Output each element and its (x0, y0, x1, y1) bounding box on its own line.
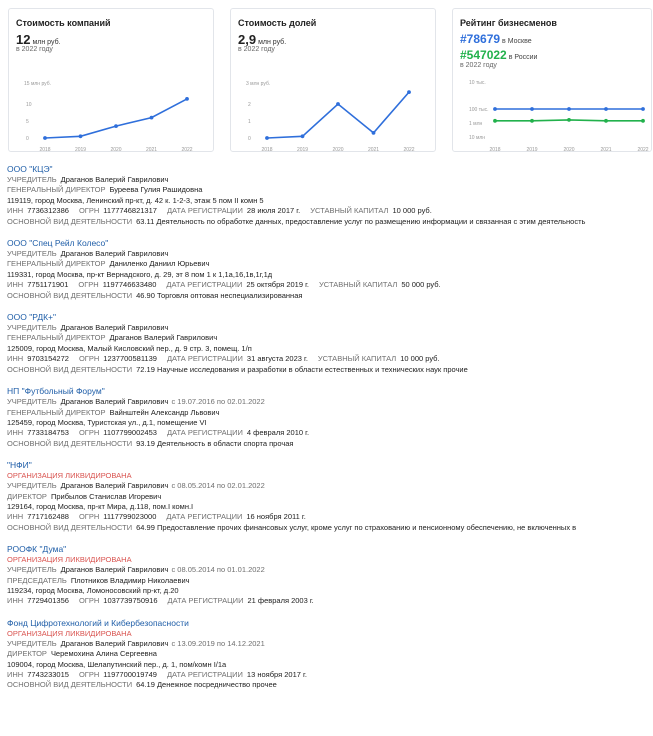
data-point (150, 116, 154, 120)
founder-label: УЧРЕДИТЕЛЬ (7, 397, 57, 407)
value-number: 12 (16, 32, 31, 47)
capital-value: 50 000 руб. (401, 280, 441, 290)
founder-label: УЧРЕДИТЕЛЬ (7, 638, 57, 648)
y-tick-label: 10 (26, 102, 32, 108)
founder-row (7, 397, 627, 407)
series-line (267, 92, 409, 138)
inn-value: 7743233015 (27, 670, 69, 679)
series-line (45, 99, 187, 138)
head-row (7, 492, 627, 502)
head-row (7, 576, 627, 586)
data-point (567, 107, 571, 111)
organization-name-link[interactable]: "НФИ" (7, 460, 32, 471)
data-point (336, 102, 340, 106)
founder-row (7, 481, 627, 491)
y-tick-label: 1 (248, 119, 251, 125)
data-point (301, 134, 305, 138)
ogrn-label: ОГРН (78, 670, 100, 679)
liquidated-status: ОРГАНИЗАЦИЯ ЛИКВИДИРОВАНА (7, 628, 132, 638)
activity-label: ОСНОВНОЙ ВИД ДЕЯТЕЛЬНОСТИ (7, 216, 133, 226)
card-title: Стоимость долей (238, 18, 317, 28)
founder-row (7, 323, 627, 333)
inn-label: ИНН (7, 670, 24, 679)
founder-value[interactable]: Драганов Валерий Гаврилович (60, 481, 169, 491)
reg-date-label: ДАТА РЕГИСТРАЦИИ (166, 670, 243, 679)
company-value-chart (9, 9, 215, 153)
card-year: в 2022 году (16, 46, 53, 53)
registry-row (7, 206, 627, 216)
shares-value-card[interactable] (230, 8, 436, 152)
head-label: ГЕНЕРАЛЬНЫЙ ДИРЕКТОР (7, 407, 106, 417)
founder-label: УЧРЕДИТЕЛЬ (7, 249, 57, 259)
y-axis-unit: 10 тыс. (469, 80, 486, 86)
organization-entry (7, 459, 627, 533)
ogrn-label: ОГРН (78, 280, 99, 290)
card-title: Рейтинг бизнесменов (460, 18, 557, 28)
activity-row (7, 365, 627, 375)
organization-name-link[interactable]: Фонд Цифротехнологий и Кибербезопасности (7, 617, 189, 628)
head-label: ГЕНЕРАЛЬНЫЙ ДИРЕКТОР (7, 259, 106, 269)
reg-date-label: ДАТА РЕГИСТРАЦИИ (166, 354, 243, 364)
capital-label: УСТАВНЫЙ КАПИТАЛ (319, 280, 398, 290)
x-tick-label: 2020 (332, 147, 344, 153)
x-tick-label: 2021 (600, 147, 612, 153)
value-unit: млн руб. (32, 39, 61, 46)
russia-rank-value: #547022 (460, 48, 507, 62)
ogrn-value: 1107799002453 (103, 428, 157, 438)
activity-value: 63.11 Деятельность по обработке данных, предоставление услуг по размещению информации и связанная с этим деятельность (136, 216, 586, 226)
ogrn-value: 1197746633480 (102, 280, 157, 290)
company-value-card[interactable] (8, 8, 214, 152)
address: 109004, город Москва, Шелапутинский пер., д. 1, пом/комн I/1а (7, 659, 227, 669)
head-row (7, 333, 627, 343)
founder-period: с 08.05.2014 по 02.01.2022 (171, 481, 265, 491)
registry-row (7, 596, 627, 606)
ogrn-value: 1117799023000 (103, 512, 157, 522)
activity-label: ОСНОВНОЙ ВИД ДЕЯТЕЛЬНОСТИ (7, 438, 133, 448)
data-point (604, 119, 608, 123)
organization-entry (7, 163, 627, 227)
inn-label: ИНН (7, 206, 24, 216)
organization-name-link[interactable]: НП "Футбольный Форум" (7, 386, 105, 397)
founder-row (7, 175, 627, 185)
rating-chart (453, 9, 653, 153)
shares-value-chart (231, 9, 437, 153)
x-tick-label: 2018 (489, 147, 501, 153)
y-tick-label: 1 млн (469, 121, 483, 127)
organization-name-link[interactable]: ООО "РДК+" (7, 312, 57, 323)
registry-row (7, 280, 627, 290)
ogrn-label: ОГРН (78, 512, 100, 522)
x-tick-label: 2021 (145, 147, 158, 153)
x-tick-label: 2020 (110, 147, 122, 153)
organization-name-link[interactable]: ООО "Спец Рейл Колесо" (7, 238, 109, 249)
registry-row (7, 354, 627, 364)
data-point (641, 119, 645, 123)
russia-rank-label: в России (508, 54, 538, 61)
ogrn-value: 1177746821317 (103, 206, 157, 216)
registry-row (7, 428, 627, 438)
x-tick-label: 2019 (296, 147, 309, 153)
address: 125009, город Москва, Малый Кисловский пер., д. 9 стр. 3, помещ. 1/п (7, 343, 252, 353)
head-value: Прибылов Станислав Игоревич (50, 491, 162, 501)
capital-value: 10 000 руб. (392, 206, 432, 216)
head-row (7, 185, 627, 195)
ogrn-value: 1037739750916 (103, 596, 158, 606)
founder-value[interactable]: Драганов Валерий Гаврилович (60, 565, 169, 575)
inn-value: 7733184753 (27, 428, 69, 438)
liquidated-status: ОРГАНИЗАЦИЯ ЛИКВИДИРОВАНА (7, 471, 132, 481)
data-point (604, 107, 608, 111)
activity-label: ОСНОВНОЙ ВИД ДЕЯТЕЛЬНОСТИ (7, 522, 133, 532)
founder-period: с 19.07.2016 по 02.01.2022 (171, 397, 265, 407)
head-value: Вайнштейн Александр Львович (109, 407, 220, 417)
reg-date-value: 21 февраля 2003 г. (247, 596, 314, 606)
data-point (79, 134, 83, 138)
ogrn-label: ОГРН (78, 428, 100, 438)
reg-date-label: ДАТА РЕГИСТРАЦИИ (166, 206, 243, 216)
founder-row (7, 249, 627, 259)
data-point (185, 97, 189, 101)
reg-date-label: ДАТА РЕГИСТРАЦИИ (166, 512, 243, 522)
address: 125459, город Москва, Туристская ул., д.1, помещение VI (7, 417, 207, 427)
x-tick-label: 2019 (74, 147, 87, 153)
data-point (372, 131, 376, 135)
moscow-rank-value: #78679 (460, 32, 501, 46)
activity-row (7, 523, 627, 533)
founder-value[interactable]: Драганов Валерий Гаврилович (60, 638, 169, 648)
organization-entry (7, 543, 627, 607)
x-tick-label: 2019 (526, 147, 538, 153)
head-label: ГЕНЕРАЛЬНЫЙ ДИРЕКТОР (7, 333, 106, 343)
activity-row (7, 680, 627, 690)
capital-label: УСТАВНЫЙ КАПИТАЛ (310, 206, 389, 216)
data-point (530, 107, 534, 111)
data-point (43, 136, 47, 140)
data-point (407, 90, 411, 94)
data-point (641, 107, 645, 111)
capital-value: 10 000 руб. (400, 354, 440, 364)
value-unit: млн руб. (258, 39, 287, 46)
head-value: Даниленко Даниил Юрьевич (109, 259, 210, 269)
head-value: Буреева Гулия Рашидовна (109, 185, 203, 195)
head-value: Плотников Владимир Николаевич (70, 575, 190, 585)
activity-value: 93.19 Деятельность в области спорта прочая (136, 438, 294, 448)
head-row (7, 259, 627, 269)
value-number: 2,9 (238, 32, 257, 47)
activity-value: 64.99 Предоставление прочих финансовых услуг, кроме услуг по страхованию и пенсионному обеспечению, не включенных в (136, 522, 577, 532)
founder-value[interactable]: Драганов Валерий Гаврилович (60, 397, 169, 407)
address: 119119, город Москва, Ленинский пр-кт, д. 42 к. 1-2-3, этаж 5 пом II комн 5 (7, 195, 264, 205)
ogrn-value: 1197700019749 (103, 670, 157, 679)
founder-row (7, 565, 627, 575)
founder-value[interactable]: Драганов Валерий Гаврилович (60, 323, 169, 333)
reg-date-label: ДАТА РЕГИСТРАЦИИ (166, 428, 243, 438)
founder-period: с 13.09.2019 по 14.12.2021 (171, 638, 265, 648)
capital-label: УСТАВНЫЙ КАПИТАЛ (317, 354, 397, 364)
data-point (114, 124, 118, 128)
address: 129164, город Москва, пр-кт Мира, д.118, пом.I комн.I (7, 501, 194, 511)
businessmen-rating-card[interactable] (452, 8, 652, 152)
organization-entry (7, 311, 627, 375)
y-axis-unit: 3 млн руб. (246, 81, 271, 87)
founder-label: УЧРЕДИТЕЛЬ (7, 323, 57, 333)
organization-entry (7, 617, 627, 691)
organization-entry (7, 385, 627, 449)
head-value: Драганов Валерий Гаврилович (109, 333, 218, 343)
data-point (530, 119, 534, 123)
y-tick-label: 10 млн (469, 135, 486, 141)
reg-date-value: 28 июля 2017 г. (246, 206, 301, 216)
organization-name-link[interactable]: РООФК "Дума" (7, 544, 67, 555)
reg-date-label: ДАТА РЕГИСТРАЦИИ (167, 596, 244, 606)
x-tick-label: 2022 (181, 147, 193, 153)
moscow-rank-label: в Москве (502, 38, 532, 45)
head-row (7, 408, 627, 418)
reg-date-value: 31 августа 2023 г. (246, 354, 308, 364)
founder-value[interactable]: Драганов Валерий Гаврилович (60, 249, 169, 259)
reg-date-value: 16 ноября 2011 г. (246, 512, 306, 522)
data-point (567, 118, 571, 122)
inn-label: ИНН (7, 512, 24, 522)
inn-value: 7729401356 (27, 596, 69, 606)
y-tick-label: 100 тыс. (469, 107, 489, 113)
registry-row (7, 670, 627, 680)
ogrn-label: ОГРН (78, 596, 100, 606)
activity-row (7, 291, 627, 301)
founder-period: с 08.05.2014 по 01.01.2022 (171, 565, 265, 575)
y-tick-label: 2 (248, 102, 251, 108)
inn-label: ИНН (7, 596, 24, 606)
card-year: в 2022 году (460, 62, 497, 69)
head-label: ДИРЕКТОР (7, 491, 47, 501)
ogrn-label: ОГРН (78, 354, 100, 364)
inn-value: 7751171901 (27, 280, 69, 290)
founder-label: УЧРЕДИТЕЛЬ (7, 481, 57, 491)
inn-label: ИНН (7, 428, 24, 438)
x-tick-label: 2018 (39, 147, 51, 153)
card-title: Стоимость компаний (16, 18, 111, 28)
data-point (265, 136, 269, 140)
reg-date-value: 13 ноября 2017 г. (246, 670, 307, 679)
y-axis-unit: 15 млн руб. (24, 81, 51, 87)
reg-date-value: 4 февраля 2010 г. (246, 428, 310, 438)
head-value: Черемохина Алина Сергеевна (50, 649, 157, 659)
inn-label: ИНН (7, 354, 24, 364)
x-tick-label: 2022 (403, 147, 415, 153)
x-tick-label: 2022 (637, 147, 649, 153)
head-label: ГЕНЕРАЛЬНЫЙ ДИРЕКТОР (7, 185, 106, 195)
founder-row (7, 639, 627, 649)
head-label: ПРЕДСЕДАТЕЛЬ (7, 575, 67, 585)
x-tick-label: 2020 (563, 147, 575, 153)
x-tick-label: 2018 (261, 147, 273, 153)
activity-label: ОСНОВНОЙ ВИД ДЕЯТЕЛЬНОСТИ (7, 680, 133, 690)
registry-row (7, 512, 627, 522)
activity-label: ОСНОВНОЙ ВИД ДЕЯТЕЛЬНОСТИ (7, 290, 133, 300)
ogrn-label: ОГРН (78, 206, 100, 216)
founder-label: УЧРЕДИТЕЛЬ (7, 175, 57, 184)
data-point (493, 107, 497, 111)
reg-date-label: ДАТА РЕГИСТРАЦИИ (166, 280, 243, 290)
x-tick-label: 2021 (367, 147, 380, 153)
inn-value: 7717162488 (27, 512, 69, 522)
activity-value: 64.19 Денежное посредничество прочее (136, 680, 277, 690)
inn-value: 9703154272 (27, 354, 69, 364)
head-row (7, 649, 627, 659)
organization-name-link[interactable]: ООО "КЦЭ" (7, 164, 53, 174)
activity-label: ОСНОВНОЙ ВИД ДЕЯТЕЛЬНОСТИ (7, 364, 133, 374)
activity-value: 72.19 Научные исследования и разработки в области естественных и технических наук прочие (136, 364, 468, 374)
y-tick-label: 5 (26, 119, 29, 125)
head-label: ДИРЕКТОР (7, 649, 47, 659)
inn-label: ИНН (7, 280, 24, 290)
y-tick-label: 0 (26, 136, 29, 142)
address: 119331, город Москва, пр-кт Вернадского, д. 29, эт 8 пом 1 к 1,1а,16,1в,1г,1д (7, 269, 273, 279)
founder-value[interactable]: Драганов Валерий Гаврилович (60, 175, 169, 184)
stats-cards (8, 8, 649, 154)
activity-row (7, 217, 627, 227)
y-tick-label: 0 (248, 136, 251, 142)
card-year: в 2022 году (238, 46, 275, 53)
data-point (493, 119, 497, 123)
inn-value: 7736312386 (27, 206, 69, 216)
activity-value: 46.90 Торговля оптовая неспециализированная (136, 290, 303, 300)
liquidated-status: ОРГАНИЗАЦИЯ ЛИКВИДИРОВАНА (7, 555, 132, 565)
organization-entry (7, 237, 627, 301)
activity-row (7, 439, 627, 449)
founder-label: УЧРЕДИТЕЛЬ (7, 565, 57, 575)
ogrn-value: 1237700581139 (103, 354, 157, 364)
reg-date-value: 25 октября 2019 г. (246, 280, 310, 290)
organizations-list (7, 163, 627, 701)
address: 119234, город Москва, Ломоносовский пр-кт, д.20 (7, 585, 179, 595)
